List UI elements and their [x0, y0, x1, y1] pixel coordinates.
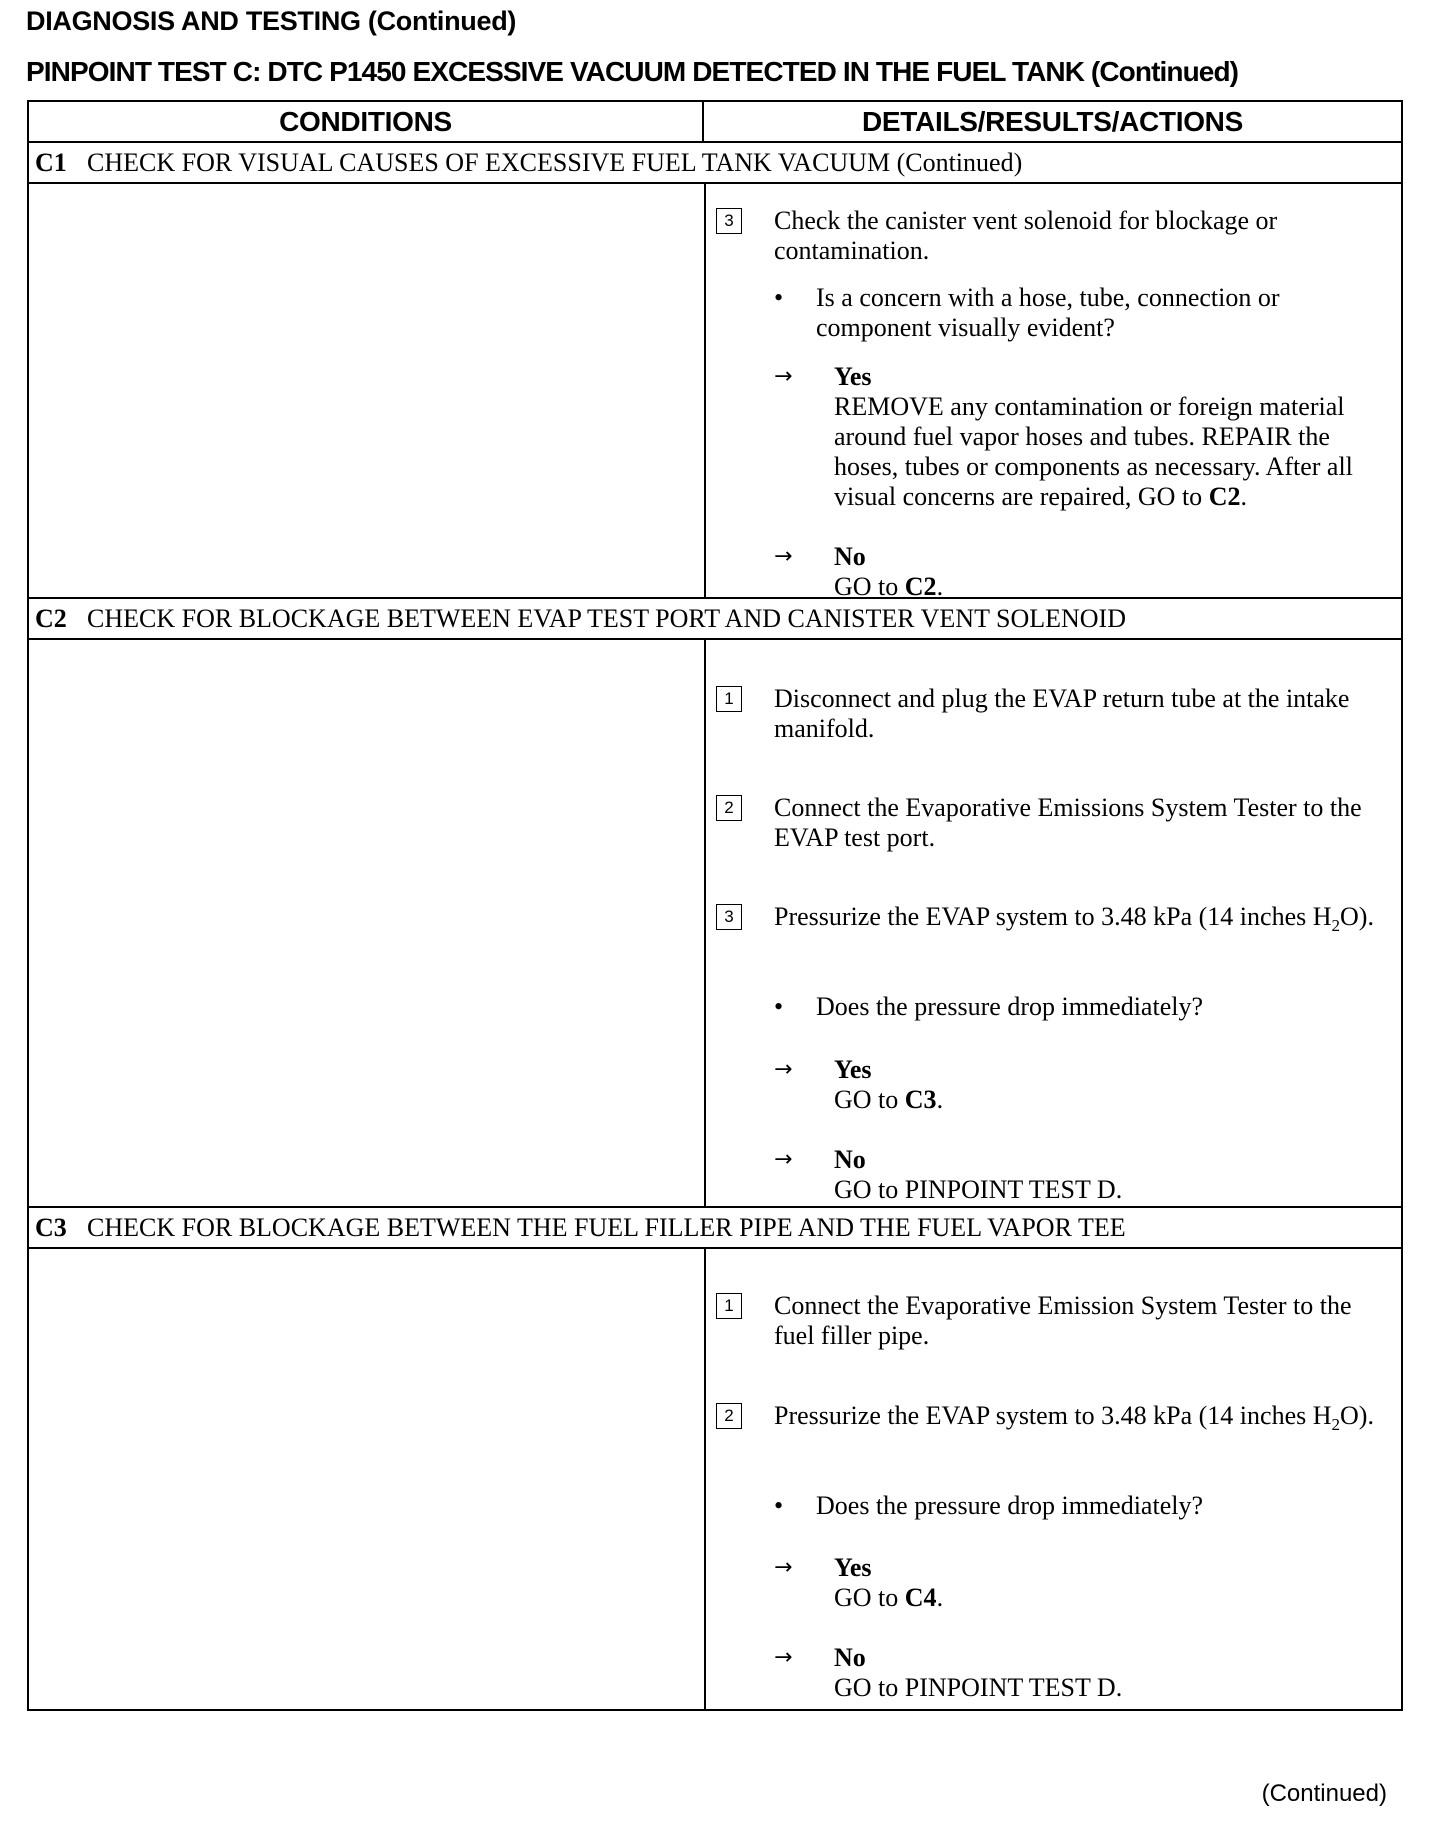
answer-no	[774, 1643, 1389, 1703]
step-title: CHECK FOR BLOCKAGE BETWEEN EVAP TEST PORT AND CANISTER VENT SOLENOID	[87, 603, 1126, 633]
no-action: GO to PINPOINT TEST D.	[834, 1673, 1123, 1702]
question-text: Does the pressure drop immediately?	[816, 1491, 1203, 1520]
bullet-icon: •	[774, 283, 784, 312]
step-id: C3	[35, 1212, 67, 1242]
yes-label: Yes	[834, 1055, 872, 1084]
no-action: GO to PINPOINT TEST D.	[834, 1175, 1123, 1204]
step-header-c1	[29, 143, 1401, 184]
details-cell	[706, 640, 1401, 1206]
answer-yes	[774, 1055, 1389, 1115]
step-text: Pressurize the EVAP system to 3.48 kPa (14 inches $H_2O$).	[774, 1401, 1374, 1435]
arrow-right-icon: →	[774, 1645, 793, 1670]
numbered-step	[716, 1401, 1389, 1440]
step-number-box: 3	[716, 904, 742, 930]
answer-no	[774, 1145, 1389, 1205]
step-id: C1	[35, 147, 67, 177]
step-number-box: 3	[716, 208, 742, 234]
no-label: No	[834, 542, 866, 571]
arrow-right-icon: →	[774, 364, 793, 389]
bullet-icon: •	[774, 1491, 784, 1520]
step-text: Disconnect and plug the EVAP return tube at the intake manifold.	[774, 684, 1350, 743]
arrow-right-icon: →	[774, 1147, 793, 1172]
arrow-right-icon: →	[774, 1057, 793, 1082]
step-title: CHECK FOR VISUAL CAUSES OF EXCESSIVE FUEL TANK VACUUM (Continued)	[87, 147, 1023, 177]
question-text: Is a concern with a hose, tube, connection or component visually evident?	[816, 283, 1280, 342]
step-title: CHECK FOR BLOCKAGE BETWEEN THE FUEL FILLER PIPE AND THE FUEL VAPOR TEE	[87, 1212, 1126, 1242]
answer-no	[774, 542, 1389, 602]
no-action: GO to C2.	[834, 572, 944, 601]
step-text: Connect the Evaporative Emission System Tester to the fuel filler pipe.	[774, 1291, 1352, 1350]
step-header-c2	[29, 599, 1401, 640]
answer-yes	[774, 1553, 1389, 1613]
details-cell	[706, 184, 1401, 601]
step-id: C2	[35, 603, 67, 633]
details-cell	[706, 1249, 1401, 1709]
answer-yes	[774, 362, 1389, 512]
step-number-box: 2	[716, 1403, 742, 1429]
numbered-step	[716, 206, 1389, 266]
step-text: Pressurize the EVAP system to 3.48 kPa (14 inches $H_2O$).	[774, 902, 1374, 936]
conditions-cell	[29, 640, 706, 1206]
no-label: No	[834, 1145, 866, 1174]
pinpoint-test-table	[27, 100, 1403, 1711]
arrow-right-icon: →	[774, 1555, 793, 1580]
pinpoint-test-title: PINPOINT TEST C: DTC P1450 EXCESSIVE VACUUM DETECTED IN THE FUEL TANK (Continued)	[26, 56, 1239, 87]
step-text: Check the canister vent solenoid for blockage or contamination.	[774, 206, 1278, 265]
numbered-step	[716, 1291, 1389, 1351]
question-text: Does the pressure drop immediately?	[816, 992, 1203, 1021]
question-bullet	[774, 1491, 1389, 1521]
step-number-box: 1	[716, 1293, 742, 1319]
conditions-column-header: CONDITIONS	[29, 102, 704, 141]
yes-label: Yes	[834, 362, 872, 391]
step-header-c3	[29, 1208, 1401, 1249]
yes-action: REMOVE any contamination or foreign material around fuel vapor hoses and tubes. REPAIR the hoses, tubes or components as necessary. After all visual concerns are repaired, GO to C2.	[834, 392, 1353, 511]
page-title: DIAGNOSIS AND TESTING (Continued)	[26, 6, 517, 36]
step-row-c3	[29, 1249, 1401, 1709]
yes-action: GO to C4.	[834, 1583, 944, 1612]
question-bullet	[774, 992, 1389, 1022]
step-row-c2	[29, 640, 1401, 1208]
continued-footer: (Continued)	[1261, 1780, 1387, 1807]
numbered-step	[716, 793, 1389, 853]
numbered-step	[716, 684, 1389, 744]
step-row-c1	[29, 184, 1401, 599]
step-number-box: 2	[716, 795, 742, 821]
conditions-cell	[29, 184, 706, 597]
numbered-step	[716, 902, 1389, 941]
step-number-box: 1	[716, 686, 742, 712]
yes-action: GO to C3.	[834, 1085, 944, 1114]
bullet-icon: •	[774, 992, 784, 1021]
no-label: No	[834, 1643, 866, 1672]
yes-label: Yes	[834, 1553, 872, 1582]
conditions-cell	[29, 1249, 706, 1709]
table-header-row	[29, 102, 1401, 143]
arrow-right-icon: →	[774, 544, 793, 569]
details-column-header: DETAILS/RESULTS/ACTIONS	[862, 105, 1243, 137]
step-text: Connect the Evaporative Emissions System Tester to the EVAP test port.	[774, 793, 1362, 852]
question-bullet	[774, 283, 1389, 343]
